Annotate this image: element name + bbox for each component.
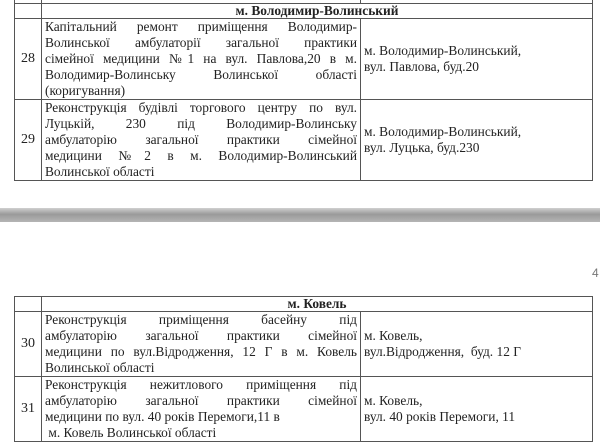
desc-line: Капітальний ремонт приміщення Володимир- (45, 19, 357, 34)
desc-line: (коригування) (45, 83, 126, 98)
desc-line: Волинської області (45, 360, 155, 375)
desc-line: Реконструкція будівлі торгового центру по вул. (45, 100, 357, 115)
object-description (42, 377, 361, 442)
desc-line: медицини №2 в м. Володимир-Волинський (45, 148, 357, 163)
addr-line: вул. 40 років Перемоги, 11 (364, 409, 516, 424)
desc-line: медицини по вул. 40 років Перемоги,11 в (45, 409, 280, 424)
empty-cell (15, 297, 42, 312)
desc-line: амбулаторію загальної практики сімейної (45, 328, 357, 343)
object-address (361, 19, 593, 100)
object-address (361, 377, 593, 442)
city-header: м. Володимир-Волинський (42, 4, 593, 19)
addr-line: вул.Відродження, буд. 12 Г (364, 344, 521, 359)
table-row (15, 19, 593, 100)
objects-table-volodymyr (14, 0, 593, 181)
page-break (0, 208, 600, 222)
desc-line: Реконструкція приміщення басейну під (45, 312, 357, 327)
desc-line: сімейної медицини №1 на вул. Павлова,20 в м. (45, 51, 357, 66)
object-description (42, 312, 361, 377)
desc-line: м. Ковель Волинської області (45, 425, 217, 440)
desc-line: амбулаторію загальної практики сімейної (45, 132, 357, 147)
object-address (361, 100, 593, 181)
desc-line: медицини по вул.Відродження, 12 Г в м. Ковель (45, 344, 357, 359)
desc-line: Реконструкція нежитлового приміщення під (45, 377, 357, 392)
addr-line: м. Ковель, (364, 393, 423, 408)
table-row (15, 312, 593, 377)
desc-line: Волинської області (45, 164, 155, 179)
desc-line: Волинської амбулаторії загальної практики (45, 35, 357, 50)
page-number: 4 (592, 266, 599, 280)
object-description (42, 19, 361, 100)
addr-line: м. Володимир-Волинський, (364, 43, 522, 58)
row-number: 28 (15, 19, 42, 100)
table-row (15, 100, 593, 181)
row-number: 30 (15, 312, 42, 377)
addr-line: вул. Луцька, буд.230 (364, 140, 480, 155)
addr-line: м. Володимир-Волинський, (364, 124, 522, 139)
addr-line: вул. Павлова, буд.20 (364, 59, 479, 74)
objects-table-kovel (14, 296, 593, 442)
object-address (361, 312, 593, 377)
city-header: м. Ковель (42, 297, 593, 312)
row-number: 29 (15, 100, 42, 181)
desc-line: Луцькій, 230 під Володимир-Волинську (45, 116, 357, 131)
desc-line: Володимир-Волинську Волинської області (45, 67, 357, 82)
addr-line: м. Ковель, (364, 328, 423, 343)
row-number: 31 (15, 377, 42, 442)
object-description (42, 100, 361, 181)
empty-cell (15, 4, 42, 19)
table-row (15, 377, 593, 442)
desc-line: амбулаторію загальної практики сімейної (45, 393, 357, 408)
